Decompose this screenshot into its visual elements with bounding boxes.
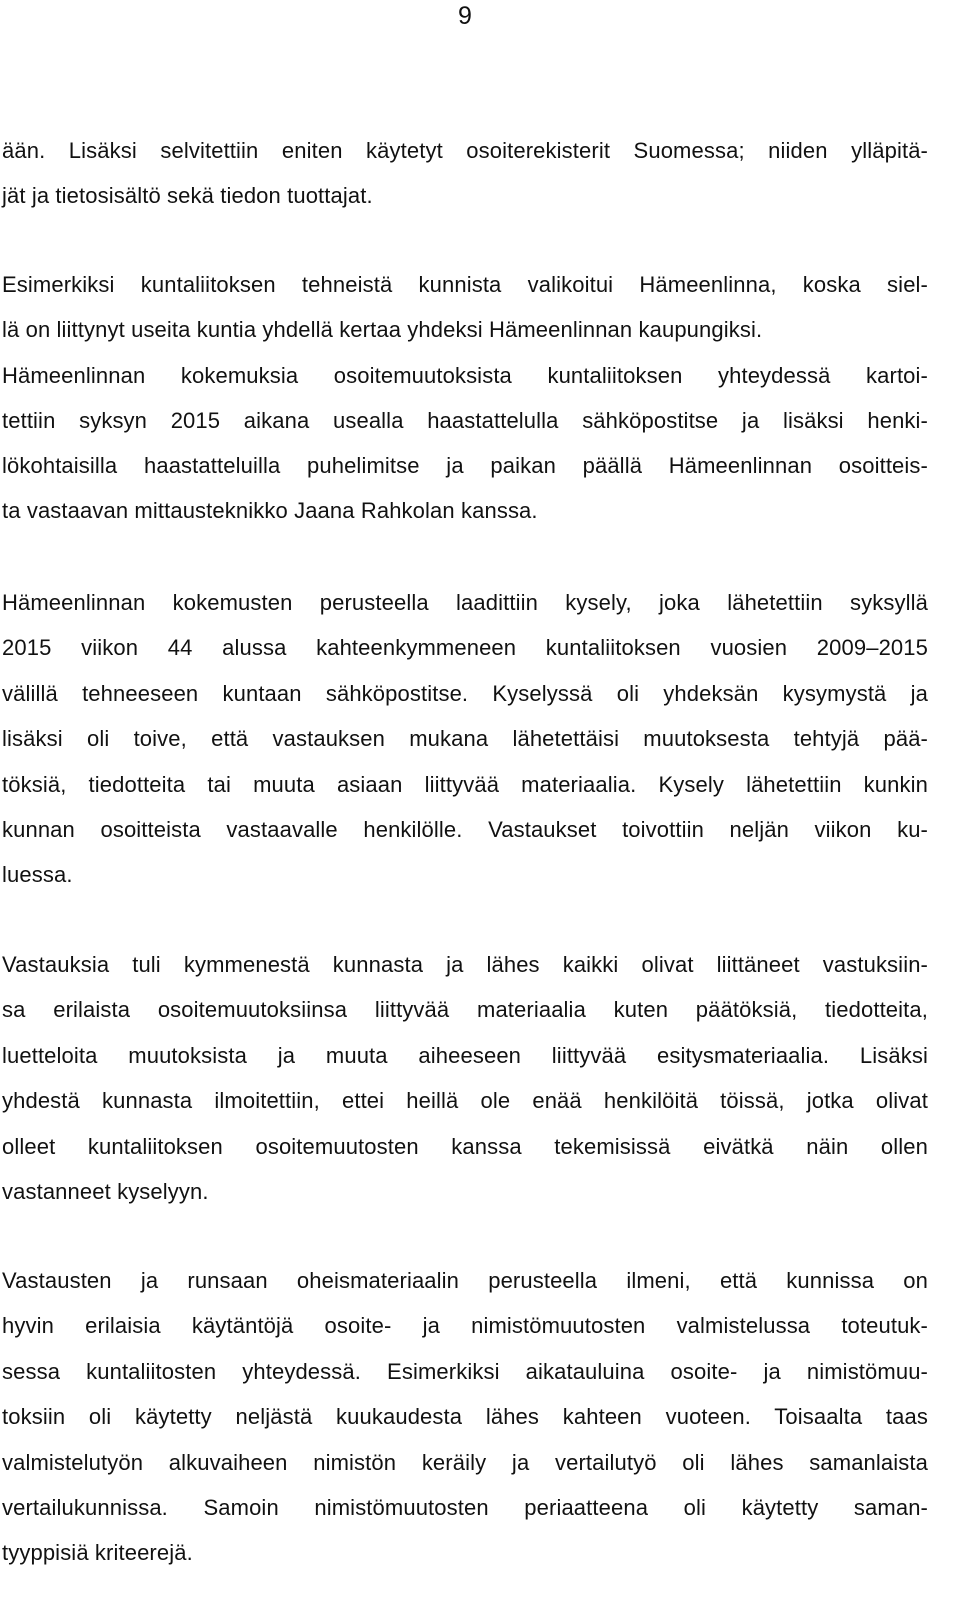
paragraph-5: [2, 1258, 928, 1576]
text-line: tyyppisiä kriteerejä.: [2, 1540, 193, 1566]
text-line: vastanneet kyselyyn.: [2, 1179, 209, 1205]
text-line: sessa kuntaliitosten yhteydessä. Esimerkiksi aikatauluina osoite- ja nimistömuu-: [2, 1358, 928, 1384]
text-line: hyvin erilaisia käytäntöjä osoite- ja nimistömuutosten valmistelussa toteutuk-: [2, 1313, 928, 1339]
text-line: 2015 viikon 44 alussa kahteenkymmeneen kuntaliitoksen vuosien 2009–2015: [2, 635, 928, 661]
text-line: Vastausten ja runsaan oheismateriaalin perusteella ilmeni, että kunnissa on: [2, 1268, 928, 1293]
paragraph-3: [2, 580, 928, 898]
text-line: töksiä, tiedotteita tai muuta asiaan liittyvää materiaalia. Kysely lähetettiin kunkin: [2, 771, 928, 797]
text-line: ta vastaavan mittausteknikko Jaana Rahkolan kanssa.: [2, 498, 538, 524]
text-line: jät ja tietosisältö sekä tiedon tuottajat.: [2, 183, 373, 208]
text-line: Vastauksia tuli kymmenestä kunnasta ja lähes kaikki olivat liittäneet vastuksiin-: [2, 952, 928, 977]
text-line: olleet kuntaliitoksen osoitemuutosten kanssa tekemisissä eivätkä näin ollen: [2, 1133, 928, 1159]
text-line: lisäksi oli toive, että vastauksen mukana lähetettäisi muutoksesta tehtyjä pää-: [2, 726, 928, 752]
text-line: sa erilaista osoitemuutoksiinsa liittyvää materiaalia kuten päätöksiä, tiedotteita,: [2, 997, 928, 1023]
text-line: Hämeenlinnan kokemuksia osoitemuutoksista kuntaliitoksen yhteydessä kartoi-: [2, 362, 928, 388]
text-line: luessa.: [2, 862, 73, 888]
text-line: lökohtaisilla haastatteluilla puhelimitse ja paikan päällä Hämeenlinnan osoitteis-: [2, 453, 928, 479]
text-line: vertailukunnissa. Samoin nimistömuutosten periaatteena oli käytetty saman-: [2, 1495, 928, 1521]
paragraph-4: [2, 942, 928, 1214]
text-line: ään. Lisäksi selvitettiin eniten käytetyt osoiterekisterit Suomessa; niiden ylläpitä-: [2, 138, 928, 163]
text-line: toksiin oli käytetty neljästä kuukaudesta lähes kahteen vuoteen. Toisaalta taas: [2, 1404, 928, 1430]
text-line: kunnan osoitteista vastaavalle henkilölle. Vastaukset toivottiin neljän viikon ku-: [2, 817, 928, 843]
paragraph-2: [2, 262, 928, 534]
text-line: Esimerkiksi kuntaliitoksen tehneistä kunnista valikoitui Hämeenlinna, koska siel-: [2, 272, 928, 297]
text-line: luetteloita muutoksista ja muuta aiheeseen liittyvää esitysmateriaalia. Lisäksi: [2, 1042, 928, 1068]
text-line: tettiin syksyn 2015 aikana usealla haastattelulla sähköpostitse ja lisäksi henki-: [2, 407, 928, 433]
text-line: yhdestä kunnasta ilmoitettiin, ettei heillä ole enää henkilöitä töissä, jotka olivat: [2, 1088, 928, 1114]
paragraph-1: [2, 128, 928, 218]
text-line: Hämeenlinnan kokemusten perusteella laadittiin kysely, joka lähetettiin syksyllä: [2, 590, 928, 615]
text-line: valmistelutyön alkuvaiheen nimistön keräily ja vertailutyö oli lähes samanlaista: [2, 1449, 928, 1475]
page-number: 9: [458, 2, 472, 30]
text-line: lä on liittynyt useita kuntia yhdellä kertaa yhdeksi Hämeenlinnan kaupungiksi.: [2, 317, 763, 343]
text-line: välillä tehneeseen kuntaan sähköpostitse. Kyselyssä oli yhdeksän kysymystä ja: [2, 680, 928, 706]
